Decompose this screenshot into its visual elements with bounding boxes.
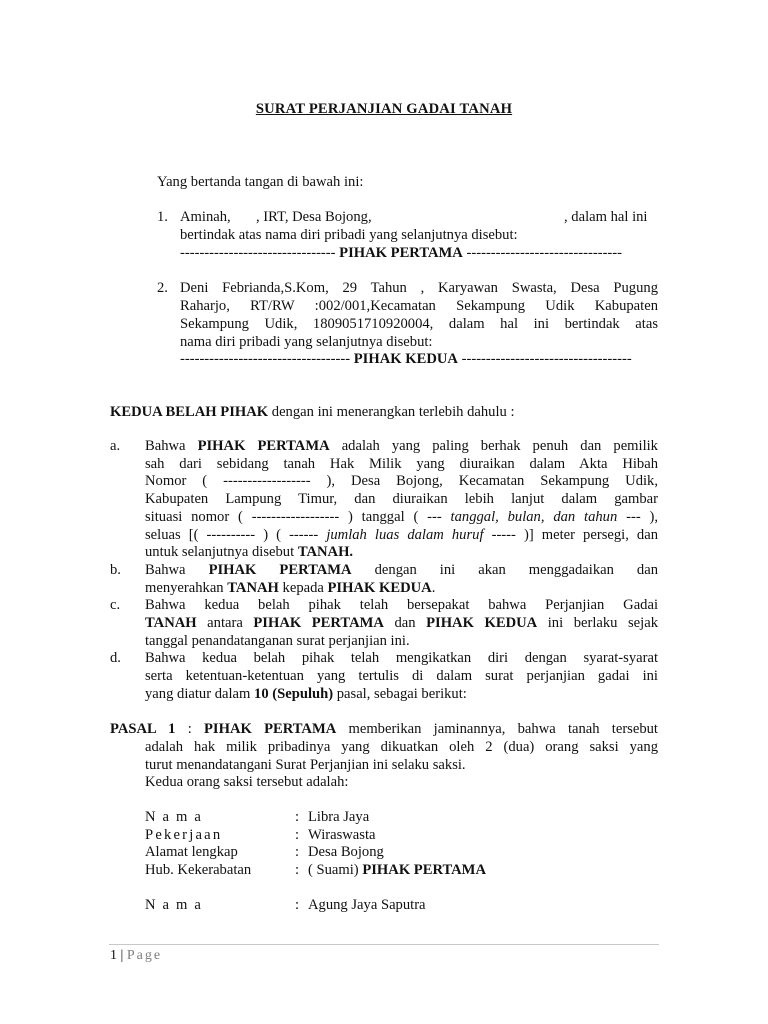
page-number: 1	[110, 948, 117, 963]
text: Bahwa	[145, 562, 209, 578]
footer-separator: |	[117, 948, 127, 963]
colon: :	[295, 862, 300, 878]
text: situasi nomor ( ------------------ ) tanggal ( ---	[145, 509, 451, 525]
party-two-line2: Raharjo, RT/RW :002/001,Kecamatan Sekampung Udik Kabupaten	[180, 298, 658, 314]
point-a-line7	[145, 544, 353, 562]
colon: :	[295, 897, 300, 913]
colon: :	[295, 809, 300, 825]
point-c-line1: Bahwa kedua belah pihak telah bersepakat bahwa Perjanjian Gadai	[145, 597, 658, 613]
text: adalah yang paling berhak penuh dan pemilik	[329, 438, 658, 454]
bold-text: TANAH.	[297, 544, 354, 560]
bold-text: PIHAK PERTAMA	[197, 438, 330, 454]
text: dan	[383, 615, 427, 631]
point-a-line3: Nomor ( ------------------ ), Desa Bojong, Kecamatan Sekampung Udik,	[145, 473, 658, 489]
bold-text: PIHAK PERTAMA	[362, 862, 486, 878]
point-a-line1	[145, 438, 658, 456]
page-label: Page	[126, 948, 163, 963]
text: dengan ini akan menggadaikan dan	[351, 562, 658, 578]
field-label: Hub. Kekerabatan	[145, 862, 252, 878]
party-one-label-line	[180, 245, 658, 263]
pasal-one-line1	[110, 721, 658, 739]
dashes: -----------------------------------	[461, 351, 632, 367]
statement-bold: KEDUA BELAH PIHAK	[110, 404, 269, 420]
field-value	[308, 862, 486, 880]
witness-one-job-row	[145, 827, 665, 845]
field-label: Pekerjaan	[145, 827, 223, 843]
document-title: SURAT PERJANJIAN GADAI TANAH	[255, 101, 513, 117]
text: menyerahkan	[145, 580, 228, 596]
field-value: Agung Jaya Saputra	[308, 897, 426, 913]
party-two-label-line	[180, 351, 658, 369]
dashes: --------------------------------	[466, 245, 623, 261]
text: pasal, sebagai berikut:	[333, 686, 467, 702]
footer-divider	[109, 944, 659, 945]
bold-text: TANAH	[227, 580, 279, 596]
statement-rest: dengan ini menerangkan terlebih dahulu :	[268, 404, 515, 420]
text: yang diatur dalam	[145, 686, 255, 702]
text: untuk selanjutnya disebut	[145, 544, 298, 560]
party-one-occupation: , IRT, Desa Bojong,	[256, 209, 372, 225]
point-a-letter: a.	[110, 438, 121, 454]
witness-one-address-row	[145, 844, 665, 862]
point-a-line2: sah dari sebidang tanah Hak Milik yang diuraikan dalam Akta Hibah	[145, 456, 658, 472]
text: memberikan jaminannya, bahwa tanah tersebut	[336, 721, 658, 737]
party-one-tail: , dalam hal ini	[564, 209, 648, 225]
point-d-line3	[145, 686, 467, 704]
point-c-line3: tanggal penandatanganan surat perjanjian ini.	[145, 633, 410, 649]
dashes: -----------------------------------	[180, 351, 351, 367]
point-b-line1	[145, 562, 658, 580]
party-two-line1: Deni Febrianda,S.Kom, 29 Tahun , Karyawan Swasta, Desa Pugung	[180, 280, 658, 296]
text: .	[431, 580, 436, 596]
party-one-name: Aminah,	[180, 209, 231, 225]
witness-two-name-row	[145, 897, 665, 915]
pasal-one-line2: adalah hak milik pribadinya yang dikuatkan oleh 2 (dua) orang saksi yang	[145, 739, 658, 755]
text: kepada	[278, 580, 328, 596]
party-one-label: PIHAK PERTAMA	[339, 245, 463, 261]
field-label: Alamat lengkap	[145, 844, 238, 860]
dashes: --------------------------------	[180, 245, 336, 261]
bold-text: PIHAK PERTAMA	[208, 562, 352, 578]
party-one-line2: bertindak atas nama diri pribadi yang selanjutnya disebut:	[180, 227, 518, 243]
colon: :	[295, 827, 300, 843]
point-d-line2: serta ketentuan-ketentuan yang tertulis di dalam surat perjanjian gadai ini	[145, 668, 658, 684]
page-footer	[110, 947, 162, 965]
witness-one-name-row	[145, 809, 665, 827]
field-label: Nama	[145, 809, 208, 825]
colon: :	[295, 844, 300, 860]
text: ( Suami)	[308, 862, 363, 878]
pasal-one-line3: turut menandatangani Surat Perjanjian ini selaku saksi.	[145, 757, 466, 773]
point-b-letter: b.	[110, 562, 121, 578]
text: ini berlaku sejak	[537, 615, 658, 631]
point-c-line2	[145, 615, 658, 633]
point-d-line1: Bahwa kedua belah pihak telah mengikatkan diri dengan syarat-syarat	[145, 650, 658, 666]
field-value: Libra Jaya	[308, 809, 370, 825]
point-a-line6	[145, 527, 658, 545]
pasal-label: PASAL 1	[110, 721, 176, 737]
bold-text: PIHAK KEDUA	[327, 580, 432, 596]
party-one-number: 1.	[157, 209, 168, 225]
bold-text: PIHAK PERTAMA	[253, 615, 384, 631]
field-label: Nama	[145, 897, 208, 913]
point-d-letter: d.	[110, 650, 121, 666]
statement-line	[110, 404, 515, 422]
witness-one-relation-row	[145, 862, 665, 880]
party-two-line3: Sekampung Udik, 1809051710920004, dalam hal ini bertindak atas	[180, 316, 658, 332]
text: antara	[196, 615, 254, 631]
point-b-line2	[145, 580, 435, 598]
field-value: Desa Bojong	[308, 844, 384, 860]
italic-text: jumlah luas dalam huruf	[326, 527, 484, 543]
field-value: Wiraswasta	[308, 827, 376, 843]
bold-text: PIHAK PERTAMA	[204, 721, 337, 737]
text: seluas [( ---------- ) ( ------	[145, 527, 327, 543]
bold-text: 10 (Sepuluh)	[254, 686, 334, 702]
party-two-number: 2.	[157, 280, 168, 296]
point-a-line5	[145, 509, 658, 527]
text: --- ),	[617, 509, 659, 525]
intro-text: Yang bertanda tangan di bawah ini:	[157, 174, 364, 190]
italic-text: tanggal, bulan, dan tahun	[450, 509, 618, 525]
party-two-label: PIHAK KEDUA	[353, 351, 458, 367]
point-c-letter: c.	[110, 597, 121, 613]
text: :	[175, 721, 205, 737]
bold-text: TANAH	[145, 615, 197, 631]
party-two-line4: nama diri pribadi yang selanjutnya disebut:	[180, 334, 433, 350]
point-a-line4: Kabupaten Lampung Timur, dan diuraikan lebih lanjut dalam gambar	[145, 491, 658, 507]
text: ----- )] meter persegi, dan	[483, 527, 658, 543]
pasal-one-line4: Kedua orang saksi tersebut adalah:	[145, 774, 349, 790]
text: Bahwa	[145, 438, 198, 454]
bold-text: PIHAK KEDUA	[426, 615, 538, 631]
